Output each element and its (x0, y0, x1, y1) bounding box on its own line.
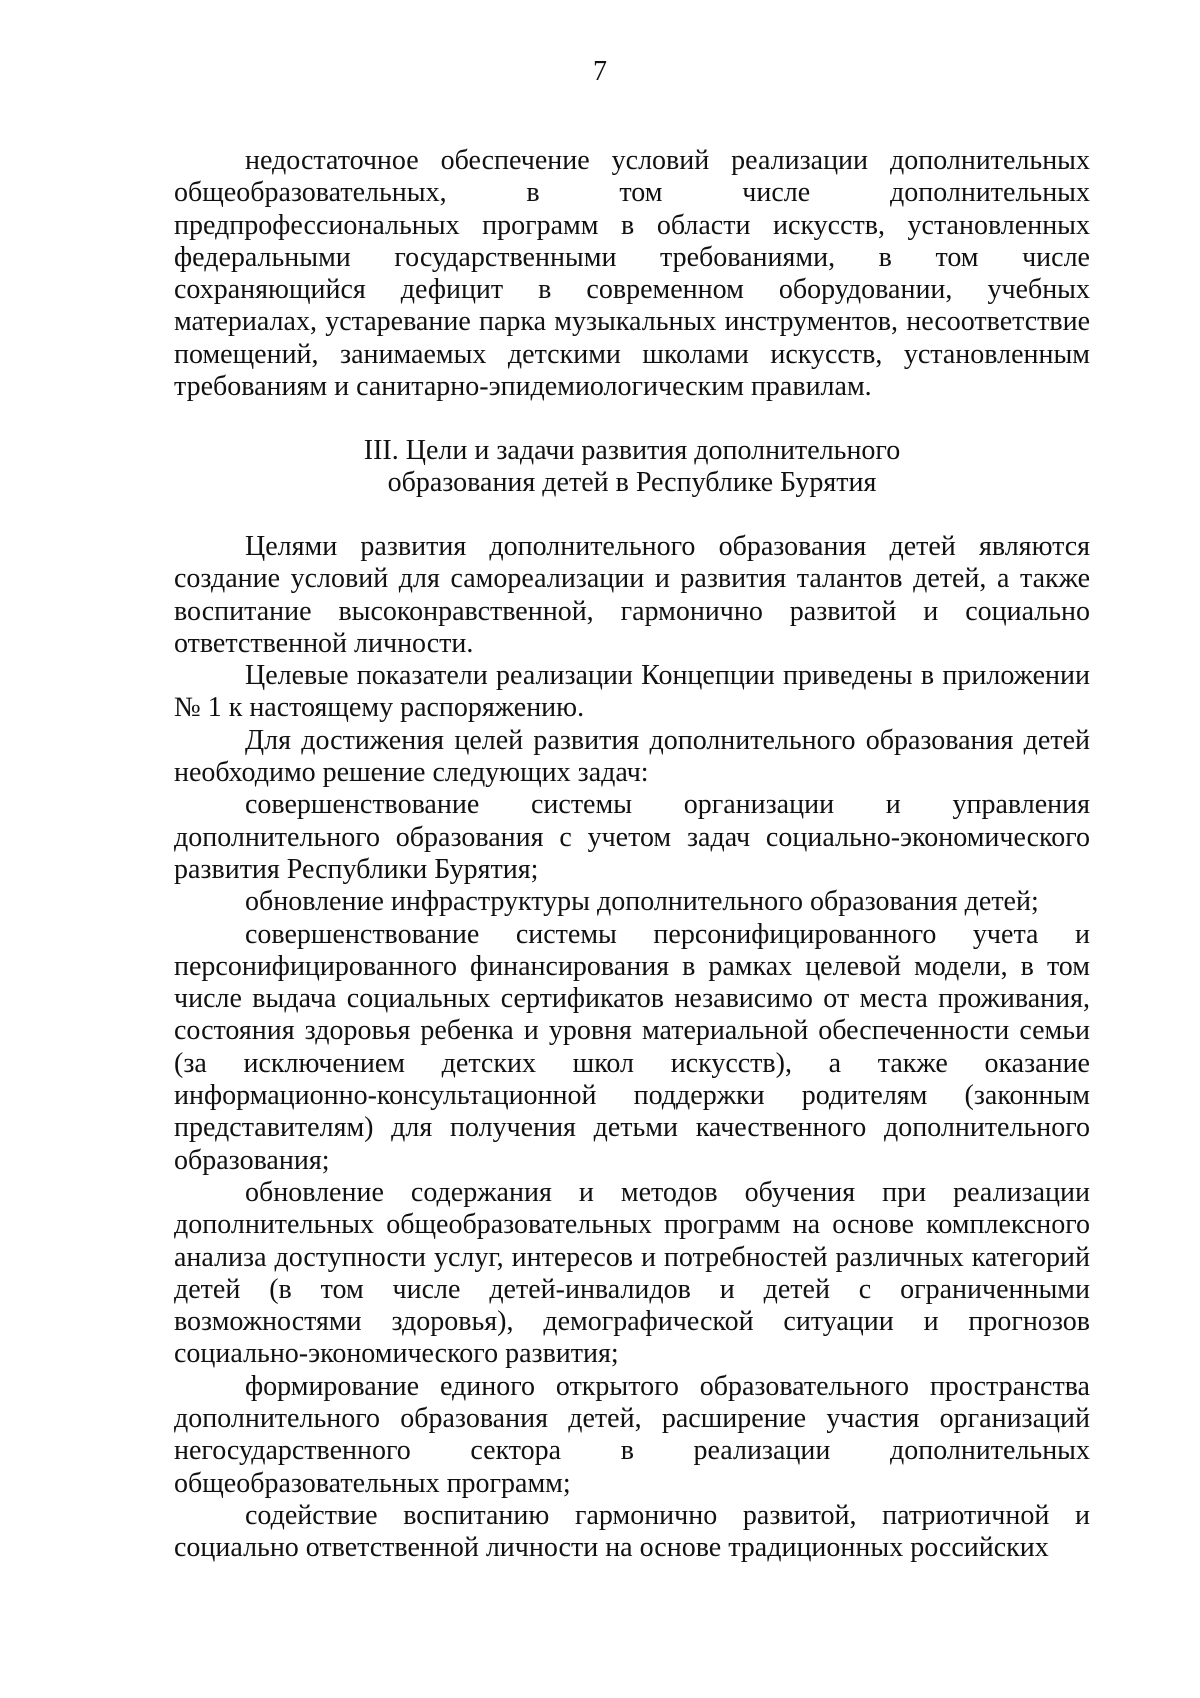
task-item: формирование единого открытого образовательного пространства дополнительного образования детей, расширение участия организаций негосударственного сектора в реализации дополнительных общеобразовательных программ; (174, 1370, 1090, 1499)
goals-paragraph: Целями развития дополнительного образования детей являются создание условий для самореализации и развития талантов детей, а также воспитание высоконравственной, гармонично развитой и социально ответственной личности. (174, 531, 1090, 659)
section-heading-line-1: III. Цели и задачи развития дополнительного (363, 435, 901, 466)
target-indicators-paragraph: Целевые показатели реализации Концепции приведены в приложении № 1 к настоящему распоряжению. (174, 660, 1090, 724)
task-item: совершенствование системы организации и управления дополнительного образования с учетом задач социально-экономического развития Республики Бурятия; (174, 789, 1090, 885)
intro-block (174, 145, 1090, 403)
task-item: обновление инфраструктуры дополнительного образования детей; (245, 886, 1039, 918)
tasks-intro-paragraph: Для достижения целей развития дополнительного образования детей необходимо решение следующих задач: (174, 724, 1090, 789)
intro-paragraph: недостаточное обеспечение условий реализации дополнительных общеобразовательных, в том числе дополнительных предпрофессиональных программ в области искусств, установленных федеральными государственными требованиями, в том числе сохраняющийся дефицит в современном оборудовании, учебных материалах, устаревание парка музыкальных инструментов, несоответствие помещений, занимаемых детскими школами искусств, установленным требованиям и санитарно-эпидемиологическим правилам. (174, 145, 1090, 403)
section-heading (174, 435, 1090, 500)
section-heading-line-2: образования детей в Республике Бурятия (387, 467, 877, 499)
page-number: 7 (593, 56, 607, 87)
task-item: содействие воспитанию гармонично развитой, патриотичной и социально ответственной личности на основе традиционных российских (174, 1499, 1090, 1564)
task-item: совершенствование системы персонифицированного учета и персонифицированного финансирования в рамках целевой модели, в том числе выдача социальных сертификатов независимо от места проживания, состояния здоровья ребенка и уровня материальной обеспеченности семьи (за исключением детских школ искусств), а также оказание информационно-консультационной поддержки родителям (законным представителям) для получения детьми качественного дополнительного образования; (174, 918, 1090, 1176)
task-item: обновление содержания и методов обучения при реализации дополнительных общеобразовательных программ на основе комплексного анализа доступности услуг, интересов и потребностей различных категорий детей (в том числе детей-инвалидов и детей с ограниченными возможностями здоровья), демографической ситуации и прогнозов социально-экономического развития; (174, 1176, 1090, 1370)
section-body (174, 531, 1090, 1565)
